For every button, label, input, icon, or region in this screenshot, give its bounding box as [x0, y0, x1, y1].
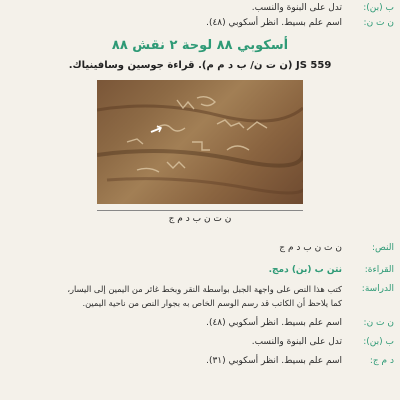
top-text-2: اسم علم بسيط. انظر أسكوبي (٤٨). — [206, 18, 342, 28]
note-text-3: اسم علم بسيط. انظر أسكوبي (٣١). — [206, 356, 342, 366]
study-label: الدراسة: — [361, 284, 394, 294]
subtitle-code: JS 559 — [296, 60, 332, 71]
inscription-title: أسكوبي ٨٨ لوحة ٢ نقش ٨٨ — [111, 38, 289, 53]
figure-underline — [97, 210, 303, 211]
rock-inscription-photo — [97, 80, 303, 204]
figure-caption: ن ت ن ب د م ج — [168, 214, 232, 224]
note-label-2: ب (بن): — [363, 337, 394, 347]
text-value: ن ت ن ب د م ج — [279, 243, 342, 253]
top-label-1: ب (بن): — [363, 3, 394, 13]
subtitle-text: (ن ت ن/ ب د م م). قراءة جوسين وسافينياك. — [68, 60, 293, 71]
note-text-1: اسم علم بسيط. انظر أسكوبي (٤٨). — [206, 318, 342, 328]
reading-value: نتن ب (بن) دمج. — [268, 265, 342, 275]
reading-label: القراءة: — [364, 265, 394, 275]
text-label: النص: — [371, 243, 394, 253]
rock-texture-graphic — [97, 80, 303, 204]
study-line-1: كتب هذا النص على واجهة الجبل بواسطة النقر وبخط غائر من اليمين إلى اليسار، — [67, 284, 342, 294]
note-label-1: ن ت ن: — [363, 318, 394, 328]
top-label-2: ن ت ن: — [363, 18, 394, 28]
inscription-subtitle — [0, 60, 400, 71]
top-text-1: تدل على البنوة والنسب. — [251, 3, 342, 13]
note-text-2: تدل على البنوة والنسب. — [251, 337, 342, 347]
study-line-2: كما يلاحظ أن الكاتب قد رسم الوسم الخاص به بجوار النص من ناحية اليمين. — [82, 298, 342, 308]
note-label-3: د م ج: — [369, 356, 394, 366]
